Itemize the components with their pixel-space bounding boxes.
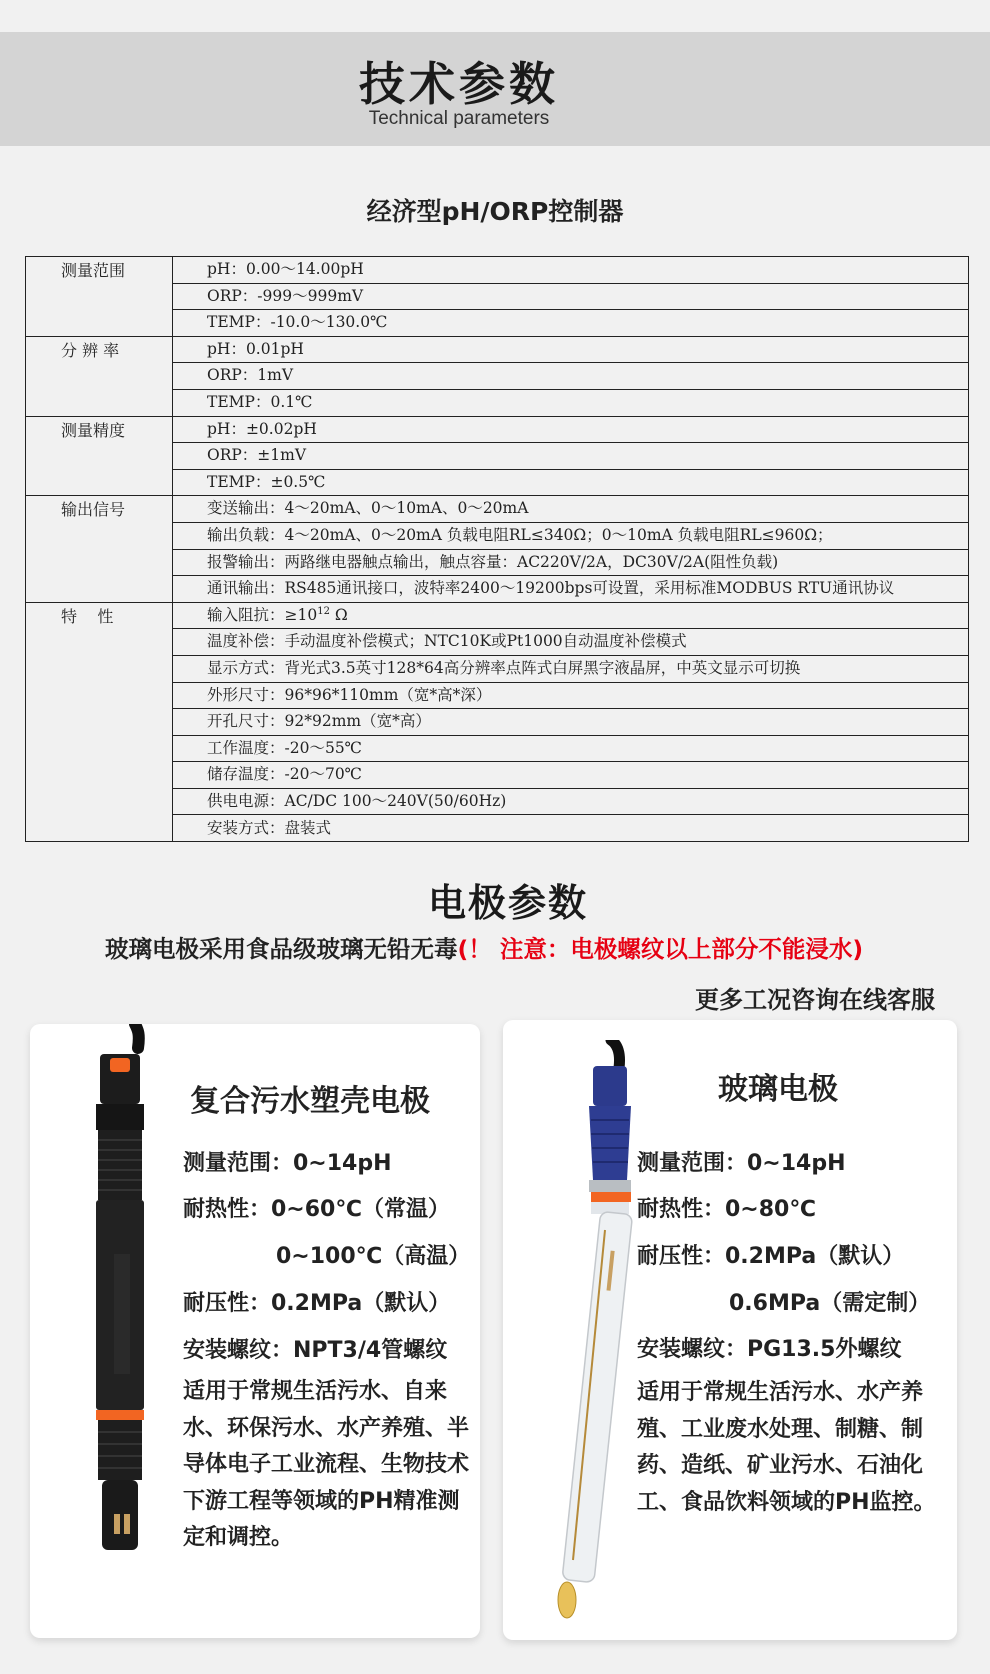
- electrode-card-plastic: [30, 1024, 480, 1638]
- glass-electrode-image: [533, 1040, 653, 1630]
- plastic-electrode-image: [60, 1024, 180, 1584]
- table-row: [26, 496, 969, 523]
- spec-value-impedance: [173, 602, 969, 629]
- electrode-note-text: 玻璃电极采用食品级玻璃无铅无毒: [105, 935, 458, 963]
- card-title: 复合污水塑壳电极: [190, 1084, 430, 1119]
- impedance-label: 输入阻抗：≥10: [207, 606, 318, 625]
- spec-category: 输出信号: [26, 496, 173, 602]
- spec-value: 输出负载：4～20mA、0～20mA 负载电阻RL≤340Ω；0～10mA 负载电阻RL≤960Ω；: [173, 522, 969, 549]
- spec-value: 温度补偿：手动温度补偿模式；NTC10K或Pt1000自动温度补偿模式: [173, 629, 969, 656]
- spec-value: 报警输出：两路继电器触点输出，触点容量：AC220V/2A，DC30V/2A(阻性负载): [173, 549, 969, 576]
- spec-value: 通讯输出：RS485通讯接口，波特率2400～19200bps可设置，采用标准MODBUS RTU通讯协议: [173, 576, 969, 603]
- impedance-exponent: 12: [317, 606, 330, 618]
- spec-line: 安装螺纹：NPT3/4管螺纹: [183, 1338, 448, 1363]
- table-row: [26, 257, 969, 284]
- spec-line: 安装螺纹：PG13.5外螺纹: [637, 1337, 902, 1362]
- spec-category: 测量范围: [26, 257, 173, 337]
- spec-value: pH：0.01pH: [173, 336, 969, 363]
- table-row: [26, 602, 969, 629]
- spec-category: 测量精度: [26, 416, 173, 496]
- spec-line: 耐压性：0.2MPa（默认）: [637, 1244, 905, 1269]
- card-description: 适用于常规生活污水、水产养殖、工业废水处理、制糖、制药、造纸、矿业污水、石油化工、食品饮料领域的PH监控。: [637, 1380, 936, 1515]
- page-subtitle: Technical parameters: [368, 108, 550, 129]
- table-row: [26, 416, 969, 443]
- spec-line: 0~100℃（高温）: [276, 1244, 471, 1269]
- spec-value: 变送输出：4～20mA、0～10mA、0～20mA: [173, 496, 969, 523]
- electrode-note: [105, 930, 863, 964]
- spec-value: 工作温度：-20～55℃: [173, 735, 969, 762]
- spec-value: 外形尺寸：96*96*110mm（宽*高*深）: [173, 682, 969, 709]
- electrode-warning: (！ 注意：电极螺纹以上部分不能浸水): [457, 935, 864, 963]
- electrode-card-glass: [503, 1020, 957, 1640]
- spec-value: 供电电源：AC/DC 100～240V(50/60Hz): [173, 788, 969, 815]
- spec-line: 测量范围：0~14pH: [183, 1151, 392, 1176]
- spec-value: 显示方式：背光式3.5英寸128*64高分辨率点阵式白屏黑字液晶屏，中英文显示可切换: [173, 655, 969, 682]
- spec-value: 开孔尺寸：92*92mm（宽*高）: [173, 709, 969, 736]
- spec-value: TEMP：±0.5℃: [173, 469, 969, 496]
- spec-line: 耐热性：0~60℃（常温）: [183, 1197, 450, 1222]
- spec-value: 安装方式：盘装式: [173, 815, 969, 842]
- spec-category: 分 辨 率: [26, 336, 173, 416]
- spec-table: [25, 256, 969, 842]
- spec-line: 耐压性：0.2MPa（默认）: [183, 1291, 451, 1316]
- spec-value: TEMP：-10.0～130.0℃: [173, 310, 969, 337]
- card-title: 玻璃电极: [718, 1072, 838, 1107]
- electrode-section-title: 电极参数: [427, 881, 588, 925]
- spec-value: TEMP：0.1℃: [173, 389, 969, 416]
- spec-category: 特 性: [26, 602, 173, 841]
- spec-value: ORP：-999～999mV: [173, 283, 969, 310]
- consult-text: 更多工况咨询在线客服: [695, 986, 935, 1014]
- spec-line: 测量范围：0~14pH: [637, 1151, 846, 1176]
- spec-value: ORP：1mV: [173, 363, 969, 390]
- spec-value: 储存温度：-20～70℃: [173, 762, 969, 789]
- page-title: 技术参数: [359, 57, 559, 111]
- card-description: 适用于常规生活污水、自来水、环保污水、水产养殖、半导体电子工业流程、生物技术下游工程等领域的PH精准测定和调控。: [183, 1379, 470, 1550]
- spec-value: ORP：±1mV: [173, 443, 969, 470]
- product-title: 经济型pH/ORP控制器: [366, 197, 624, 226]
- spec-value: pH：0.00～14.00pH: [173, 257, 969, 284]
- spec-line: 0.6MPa（需定制）: [729, 1291, 931, 1316]
- spec-line: 耐热性：0~80℃: [637, 1197, 816, 1222]
- impedance-unit: Ω: [329, 606, 348, 625]
- table-row: [26, 336, 969, 363]
- spec-value: pH：±0.02pH: [173, 416, 969, 443]
